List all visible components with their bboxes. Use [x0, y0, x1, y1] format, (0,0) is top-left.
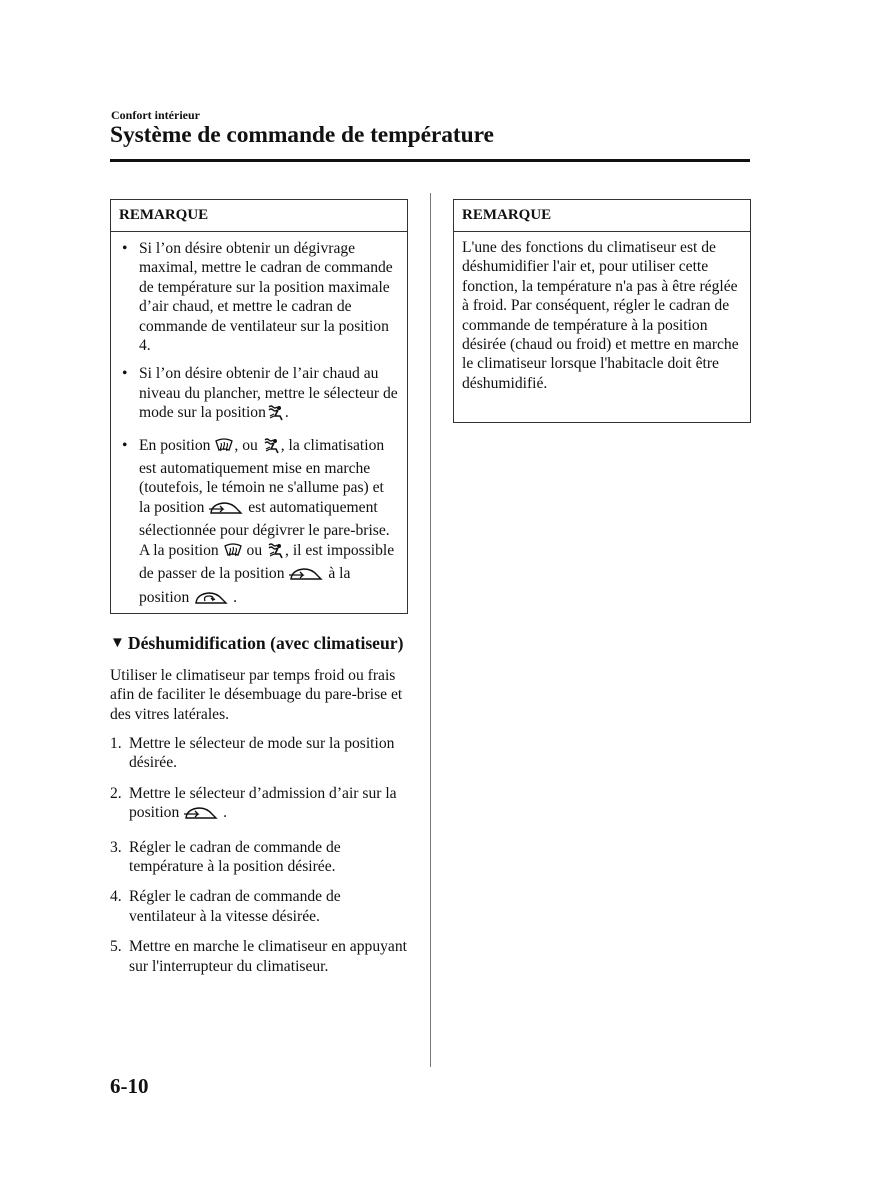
step-number: 5. [110, 938, 122, 956]
step-text: Régler le cadran de commande de température à la position désirée. [129, 838, 341, 876]
note-body [454, 232, 750, 393]
steps-list [110, 734, 410, 987]
bullet-text: ou [246, 541, 263, 559]
floor-defrost-mode-icon [262, 437, 281, 459]
fresh-air-icon [288, 566, 324, 587]
fresh-air-icon [208, 500, 244, 521]
bullet-text-end: . [284, 404, 289, 422]
section-heading-text: Déshumidification (avec climatiseur) [127, 633, 404, 653]
step-item [110, 784, 410, 827]
page-title: Système de commande de température [110, 122, 494, 148]
note-text: L'une des fonctions du climatiseur est de déshumidifier l'air et, pour utiliser cette fonction, la température n'a pas à être réglée à froid. Par conséquent, régler le cadran de commande de température à la position désirée (chaud ou froid) et mettre en marche le climatiseur lorsque l'habitacle doit être déshumidifié. [462, 239, 739, 392]
step-number: 2. [110, 784, 122, 802]
windshield-defrost-icon [223, 543, 243, 564]
step-number: 3. [110, 838, 122, 856]
bullet-text: Si l’on désire obtenir de l’air chaud au niveau du plancher, mettre le sélecteur de mode sur la position [139, 365, 398, 422]
bullet-text: , la climatisation est automatiquement mise en marche (toutefois, le témoin ne s'allume pas) et la position [139, 436, 385, 516]
step-text-end: . [223, 804, 227, 822]
step-item [110, 937, 410, 976]
bullet-marker: • [122, 240, 128, 257]
bullet-text-end: . [233, 588, 237, 606]
page-number: 6-10 [110, 1074, 149, 1098]
note-bullet [119, 436, 399, 611]
bullet-text: est automatiquement sélectionnée pour dégivrer le pare-brise. [139, 498, 390, 540]
bullet-text: à la position [139, 565, 351, 606]
fresh-air-icon [183, 805, 219, 826]
note-bullet-list [111, 232, 407, 611]
step-text: Mettre le sélecteur de mode sur la position désirée. [129, 735, 395, 772]
section-heading [110, 633, 403, 654]
floor-defrost-mode-icon [266, 542, 285, 564]
step-number: 4. [110, 888, 122, 906]
bullet-text: Si l’on désire obtenir un dégivrage maximal, mettre le cadran de commande de température sur la position maximale d’air chaud, et mettre le cadran de commande de ventilateur sur la position 4. [139, 240, 393, 355]
section-marker-icon: ▼ [110, 635, 125, 651]
note-heading: REMARQUE [111, 200, 407, 232]
note-bullet [119, 239, 399, 355]
step-text: Régler le cadran de commande de ventilateur à la vitesse désirée. [129, 888, 341, 925]
recirculated-air-icon [193, 590, 229, 611]
bullet-text: , il est impossible de passer de la position [139, 541, 395, 583]
step-text: Mettre le sélecteur d’admission d’air sur la position [129, 784, 397, 822]
bullet-marker: • [122, 365, 128, 383]
step-item [110, 838, 410, 877]
step-item [110, 887, 410, 926]
floor-defrost-mode-icon [266, 404, 285, 426]
column-divider [430, 193, 431, 1067]
step-item [110, 734, 410, 773]
intro-paragraph: Utiliser le climatiseur par temps froid ou frais afin de faciliter le désembuage du pare-brise et des vitres latérales. [110, 667, 403, 723]
bullet-text: En position [139, 436, 211, 454]
note-heading: REMARQUE [454, 200, 750, 232]
note-bullet [119, 364, 399, 426]
bullet-text: , ou [234, 436, 258, 454]
bullet-marker: • [122, 436, 128, 454]
bullet-text: A la position [139, 541, 219, 559]
windshield-defrost-icon [214, 438, 234, 459]
note-body [111, 232, 407, 611]
step-text: Mettre en marche le climatiseur en appuyant sur l'interrupteur du climatiseur. [129, 938, 407, 975]
note-box-right [453, 199, 751, 423]
section-label: Confort intérieur [111, 108, 200, 122]
note-box-left [110, 199, 408, 614]
title-rule [110, 159, 750, 162]
step-number: 1. [110, 735, 122, 752]
